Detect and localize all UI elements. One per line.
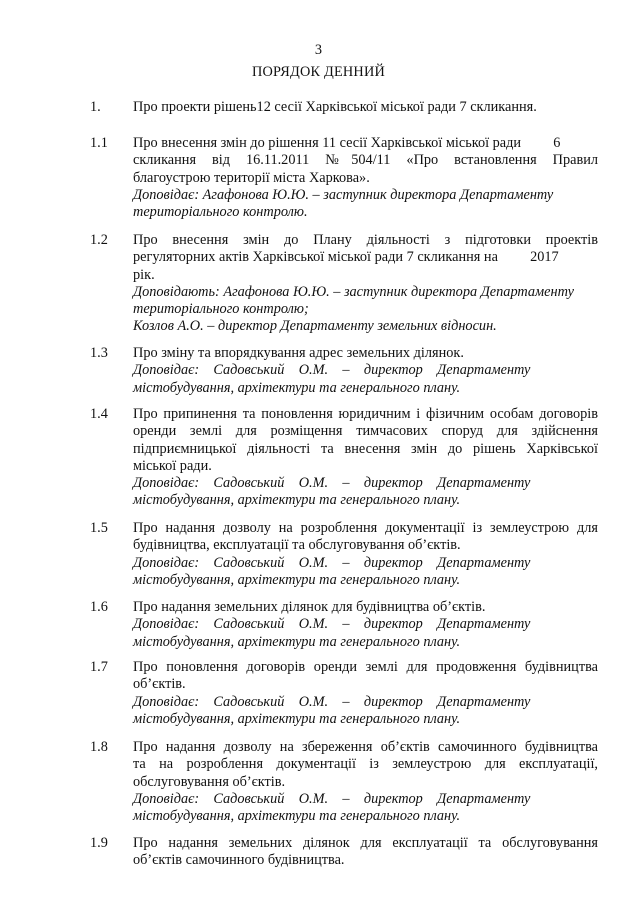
speaker-line: Козлов А.О. – директор Департаменту земельних відносин. (133, 318, 497, 335)
speaker-line: Доповідають: Агафонова Ю.Ю. – заступник директора Департаменту (133, 283, 574, 300)
page-title: ПОРЯДОК ДЕННИЙ (251, 64, 385, 80)
item-line: та на розроблення документації із землеустрою для експлуатації, (133, 756, 598, 773)
item-number: 1.8 (90, 739, 108, 755)
speaker-line: містобудування, архітектури та генерального плану. (133, 571, 461, 588)
speaker-line: Доповідає: Садовський О.М. – директор Департаменту (133, 554, 531, 571)
item-line: обслуговування об’єктів. (133, 773, 286, 790)
item-line: рік. (133, 266, 155, 283)
item-line: підприємницької діяльності та внесення змін до рішень Харківської (133, 440, 598, 457)
item-text (133, 659, 598, 728)
item-text (133, 345, 598, 397)
item-line: Про внесення змін до рішення 11 сесії Харківської міської ради 6 (133, 135, 561, 151)
speaker-line: Доповідає: Агафонова Ю.Ю. – заступник директора Департаменту (133, 186, 554, 203)
item-line: Про надання дозволу на розроблення документації із землеустрою для (133, 520, 598, 536)
speaker-line: містобудування, архітектури та генерального плану. (133, 633, 461, 650)
speaker-line: Доповідає: Садовський О.М. – директор Департаменту (133, 475, 531, 492)
item-number: 1.2 (90, 232, 108, 248)
item-text (133, 406, 598, 510)
item-text (133, 232, 598, 336)
item-line: Про надання дозволу на збереження об’єктів самочинного будівництва (133, 739, 598, 755)
item-line: Про надання земельних ділянок для будівництва об’єктів. (133, 599, 486, 615)
speaker-line: містобудування, архітектури та генерального плану. (133, 808, 461, 825)
page-number: 3 (314, 42, 323, 58)
item-text (133, 835, 598, 870)
speaker-line: Доповідає: Садовський О.М. – директор Департаменту (133, 693, 531, 710)
item-number: 1.9 (90, 835, 108, 851)
item-line: благоустрою території міста Харкова». (133, 169, 370, 186)
speaker-line: Доповідає: Садовський О.М. – директор Департаменту (133, 362, 531, 379)
item-number: 1.7 (90, 659, 108, 675)
item-number: 1.1 (90, 135, 108, 151)
item-number: 1. (90, 99, 101, 115)
speaker-line: містобудування, архітектури та генерального плану. (133, 492, 461, 509)
item-line: скликання від 16.11.2011 №504/11 «Про встановлення Правил (133, 152, 598, 169)
item-line: Про поновлення договорів оренди землі для продовження будівництва (133, 659, 598, 675)
speaker-line: територіального контролю; (133, 301, 309, 318)
item-number: 1.5 (90, 520, 108, 536)
item-line: міської ради. (133, 457, 212, 474)
speaker-line: містобудування, архітектури та генерального плану. (133, 710, 461, 727)
item-line: оренди землі для розміщення тимчасових споруд для здійснення (133, 423, 598, 440)
item-line: регуляторних актів Харківської міської ради 7 скликання на 2017 (133, 249, 559, 266)
item-text (133, 599, 598, 651)
item-text (133, 739, 598, 825)
item-line: будівництва, експлуатації та обслуговування об’єктів. (133, 537, 461, 554)
item-line: Про надання земельних ділянок для експлуатації та обслуговування (133, 835, 598, 851)
item-line: Про зміну та впорядкування адрес земельних ділянок. (133, 345, 464, 361)
item-number: 1.4 (90, 406, 108, 422)
speaker-line: Доповідає: Садовський О.М. – директор Департаменту (133, 790, 531, 807)
item-line: Про проекти рішень12 сесії Харківської міської ради 7 скликання. (133, 99, 537, 115)
item-number: 1.6 (90, 599, 108, 615)
speaker-line: територіального контролю. (133, 204, 308, 221)
item-line: Про припинення та поновлення юридичним і фізичним особам договорів (133, 406, 598, 422)
item-text (133, 135, 598, 221)
speaker-line: Доповідає: Садовський О.М. – директор Департаменту (133, 616, 531, 633)
item-line: об’єктів самочинного будівництва. (133, 852, 345, 869)
item-text (133, 99, 598, 116)
item-line: об’єктів. (133, 676, 186, 693)
item-line: Про внесення змін до Плану діяльності з підготовки проектів (133, 232, 598, 248)
item-number: 1.3 (90, 345, 108, 361)
item-text (133, 520, 598, 589)
speaker-line: містобудування, архітектури та генерального плану. (133, 379, 461, 396)
